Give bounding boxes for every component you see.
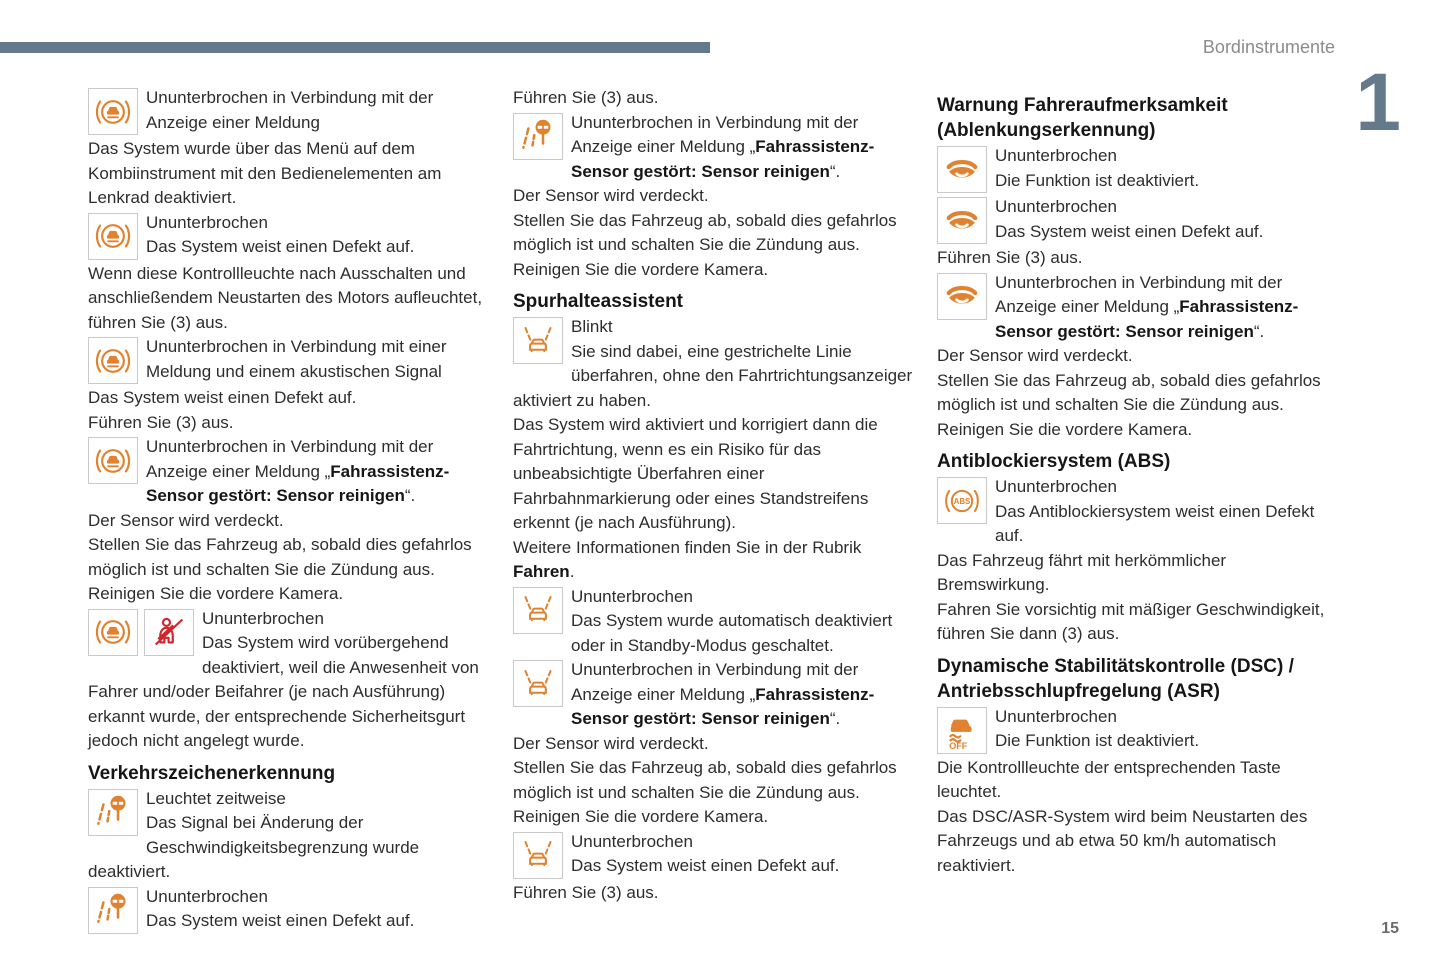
paragraph	[513, 732, 918, 757]
paragraph	[937, 369, 1337, 418]
paragraph	[88, 211, 493, 260]
paragraph	[88, 582, 493, 607]
text-run: Das System wurde über das Menü auf dem Kombiinstrument mit den Bedienelementen am Lenkrad deaktiviert.	[88, 139, 442, 207]
text-run: Wenn diese Kontrollleuchte nach Ausschalten und anschließendem Neustarten des Motors aufleuchtet, führen Sie (3) aus.	[88, 263, 483, 332]
page-header-title: Bordinstrumente	[1202, 37, 1335, 57]
text-run: Reinigen Sie die vordere Kamera.	[513, 259, 769, 279]
traffic-sign-icon	[88, 789, 138, 836]
text-run: Das System weist einen Defekt auf.	[571, 856, 840, 875]
text-run: Fahrassistenz-Sensor gestört: Sensor reinigen	[995, 297, 1299, 341]
text-run: Ununterbrochen in Verbindung mit der	[995, 272, 1283, 292]
column-right	[937, 86, 1337, 878]
brake-assist-icon	[88, 437, 138, 484]
text-run: Ununterbrochen in Verbindung mit der	[146, 88, 434, 107]
paragraph	[937, 756, 1337, 805]
text-run: Ununterbrochen	[146, 212, 268, 232]
lane-assist-icon	[513, 587, 563, 634]
lane-assist-icon	[513, 832, 563, 879]
text-run: Führen Sie (3) aus.	[513, 882, 659, 902]
text-run: Verkehrszeichenerkennung	[88, 762, 336, 784]
paragraph	[937, 598, 1337, 647]
brake-assist-icon	[88, 88, 138, 135]
paragraph	[513, 184, 918, 209]
lane-assist-icon	[513, 660, 563, 707]
traffic-sign-icon	[88, 887, 138, 934]
text-run: Das System weist einen Defekt auf.	[146, 911, 415, 930]
eye-icon	[937, 197, 987, 244]
text-run: Spurhalteassistent	[513, 291, 683, 312]
text-run: Reinigen Sie die vordere Kamera.	[513, 807, 769, 826]
text-run: Ununterbrochen	[995, 477, 1117, 496]
brake-assist-icon	[88, 609, 138, 656]
text-run: Stellen Sie das Fahrzeug ab, sobald dies gefahrlos möglich ist und schalten Sie die Zündung aus.	[937, 370, 1321, 414]
section-heading	[937, 654, 1337, 704]
eye-icon	[937, 146, 987, 193]
paragraph	[88, 262, 493, 336]
paragraph	[88, 137, 493, 211]
paragraph	[513, 805, 918, 830]
dsc-off-icon	[937, 707, 987, 754]
text-run: Das Signal bei Änderung der Geschwindigkeitsbegrenzung wurde deaktiviert.	[88, 813, 420, 881]
section-heading	[513, 289, 918, 314]
text-run: Anzeige einer Meldung „	[146, 461, 331, 481]
text-run: Fahrassistenz-Sensor gestört: Sensor reinigen	[571, 137, 875, 181]
text-run: Die Funktion ist deaktiviert.	[995, 170, 1200, 190]
paragraph	[88, 335, 493, 384]
paragraph	[513, 258, 918, 283]
text-run: Warnung Fahreraufmerksamkeit (Ablenkungserkennung)	[937, 95, 1228, 141]
text-run: “.	[404, 486, 416, 505]
paragraph	[937, 475, 1337, 549]
text-run: Führen Sie (3) aus.	[513, 88, 659, 107]
text-run: Das System wurde automatisch deaktiviert oder in Standby-Modus geschaltet.	[571, 611, 893, 655]
paragraph	[937, 144, 1337, 193]
paragraph	[937, 195, 1337, 244]
text-run: Sie sind dabei, eine gestrichelte Linie überfahren, ohne den Fahrtrichtungsanzeiger aktiviert zu haben.	[513, 341, 913, 410]
text-run: Der Sensor wird verdeckt.	[513, 733, 709, 753]
text-run: Ununterbrochen in Verbindung mit der	[571, 112, 859, 132]
text-run: Anzeige einer Meldung „	[995, 297, 1180, 316]
paragraph	[513, 86, 918, 111]
brake-assist-icon	[88, 213, 138, 260]
text-run: Die Kontrollleuchte der entsprechenden Taste leuchtet.	[937, 757, 1281, 801]
text-run: Reinigen Sie die vordere Kamera.	[937, 419, 1193, 439]
text-run: Das System weist einen Defekt auf.	[146, 237, 415, 256]
text-run: Der Sensor wird verdeckt.	[937, 346, 1133, 365]
text-run: “.	[829, 709, 841, 728]
text-run: Fahren Sie vorsichtig mit mäßiger Geschwindigkeit, führen Sie dann (3) aus.	[937, 599, 1325, 643]
text-run: Die Funktion ist deaktiviert.	[995, 731, 1200, 750]
text-run: .	[569, 562, 575, 581]
text-run: Anzeige einer Meldung	[146, 112, 320, 132]
text-run: Meldung und einem akustischen Signal	[146, 361, 442, 381]
paragraph	[513, 658, 918, 732]
abs-icon	[937, 477, 987, 524]
brake-assist-icon	[88, 337, 138, 384]
paragraph	[513, 756, 918, 805]
text-run: “.	[1253, 321, 1265, 341]
paragraph	[88, 86, 493, 135]
text-run: Das System wird aktiviert und korrigiert dann die Fahrtrichtung, wenn es ein Risiko für das unbeabsichtigte Überfahren einer Fahrbahnmarkierung oder eines Standstreifens erkennt (je nach Ausführung).	[513, 415, 878, 532]
text-run: Ununterbrochen	[202, 608, 324, 628]
text-run: Stellen Sie das Fahrzeug ab, sobald dies gefahrlos möglich ist und schalten Sie die Zündung aus.	[513, 758, 897, 802]
section-heading	[88, 761, 493, 786]
text-run: Antiblockiersystem (ABS)	[937, 451, 1171, 472]
section-heading	[937, 93, 1337, 143]
section-heading	[937, 449, 1337, 474]
text-run: Das Antiblockiersystem weist einen Defekt auf.	[995, 501, 1315, 545]
paragraph	[88, 435, 493, 509]
text-run: Ununterbrochen	[571, 586, 693, 606]
text-run: Führen Sie (3) aus.	[937, 248, 1083, 267]
text-run: Dynamische Stabilitätskontrolle (DSC) / Antriebsschlupfregelung (ASR)	[937, 655, 1294, 702]
paragraph	[937, 418, 1337, 443]
text-run: Stellen Sie das Fahrzeug ab, sobald dies gefahrlos möglich ist und schalten Sie die Zündung aus.	[88, 535, 472, 579]
text-run: Fahrassistenz-Sensor gestört: Sensor reinigen	[146, 461, 450, 505]
eye-icon	[937, 273, 987, 320]
text-run: Ununterbrochen	[146, 886, 268, 906]
text-run: Fahren	[513, 562, 570, 581]
chapter-number: 1	[1355, 57, 1401, 148]
chapter-color-bar	[0, 42, 710, 53]
text-run: Ununterbrochen	[995, 197, 1117, 216]
paragraph	[513, 830, 918, 879]
lane-assist-icon	[513, 317, 563, 364]
text-run: Das System weist einen Defekt auf.	[995, 221, 1264, 241]
text-run: Weitere Informationen finden Sie in der Rubrik	[513, 537, 862, 557]
paragraph	[513, 536, 918, 585]
text-run: Blinkt	[571, 317, 613, 336]
paragraph	[513, 209, 918, 258]
paragraph	[937, 805, 1337, 879]
text-run: Ununterbrochen	[995, 146, 1117, 165]
paragraph	[513, 585, 918, 659]
seatbelt-icon	[144, 609, 194, 656]
text-run: Fahrassistenz-Sensor gestört: Sensor reinigen	[571, 684, 875, 728]
paragraph	[937, 246, 1337, 271]
paragraph	[937, 344, 1337, 369]
paragraph	[88, 787, 493, 885]
paragraph	[937, 271, 1337, 345]
text-run: “.	[829, 161, 841, 181]
text-run: Der Sensor wird verdeckt.	[88, 510, 284, 530]
text-run: Das System wird vorübergehend deaktiviert, weil die Anwesenheit von Fahrer und/oder Beifahrer (je nach Ausführung) erkannt wurde, der entsprechende Sicherheitsgurt jedoch nicht angelegt wurde.	[88, 633, 479, 750]
text-run: Anzeige einer Meldung „	[571, 684, 756, 704]
paragraph	[88, 386, 493, 411]
paragraph	[513, 413, 918, 536]
column-left	[88, 86, 493, 936]
text-run: Ununterbrochen in Verbindung mit der	[146, 437, 434, 456]
svg-text:OFF: OFF	[949, 741, 968, 750]
text-run: Der Sensor wird verdeckt.	[513, 186, 709, 205]
paragraph	[88, 411, 493, 436]
text-run: Ununterbrochen	[995, 706, 1117, 726]
paragraph	[88, 509, 493, 534]
paragraph	[513, 111, 918, 185]
text-run: Das System weist einen Defekt auf.	[88, 388, 357, 407]
paragraph	[937, 705, 1337, 754]
paragraph	[88, 533, 493, 582]
text-run: Ununterbrochen in Verbindung mit einer	[146, 337, 447, 356]
text-run: Führen Sie (3) aus.	[88, 412, 234, 432]
paragraph	[937, 549, 1337, 598]
text-run: Ununterbrochen	[571, 831, 693, 851]
text-run: Leuchtet zeitweise	[146, 788, 286, 808]
paragraph	[513, 315, 918, 413]
text-run: Anzeige einer Meldung „	[571, 137, 756, 156]
text-run: Stellen Sie das Fahrzeug ab, sobald dies gefahrlos möglich ist und schalten Sie die Zündung aus.	[513, 210, 897, 254]
text-run: Reinigen Sie die vordere Kamera.	[88, 584, 344, 603]
paragraph	[513, 881, 918, 906]
text-run: Das Fahrzeug fährt mit herkömmlicher Bremswirkung.	[937, 550, 1227, 594]
page-number: 15	[1381, 919, 1399, 937]
traffic-sign-icon	[513, 113, 563, 160]
paragraph	[88, 607, 493, 754]
column-middle	[513, 86, 918, 905]
svg-text:ABS: ABS	[953, 496, 971, 506]
text-run: Das DSC/ASR-System wird beim Neustarten des Fahrzeugs und ab etwa 50 km/h automatisch reaktiviert.	[937, 806, 1308, 875]
paragraph	[88, 885, 493, 934]
text-run: Ununterbrochen in Verbindung mit der	[571, 660, 859, 679]
